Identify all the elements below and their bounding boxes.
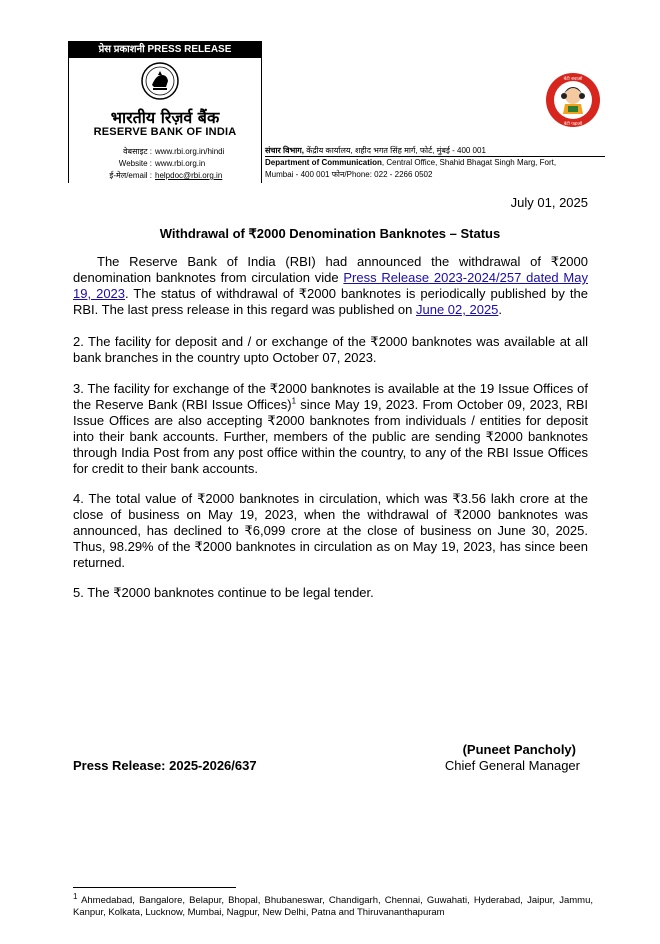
bank-name-hindi: भारतीय रिज़र्व बैंक (110, 108, 220, 127)
website-label: Website : (118, 159, 152, 168)
dept-divider (265, 156, 605, 157)
website-value: www.rbi.org.in (155, 159, 206, 168)
beti-bachao-logo-icon (543, 70, 603, 130)
dept-english-bold: Department of Communication (265, 158, 382, 167)
paragraph-5: 5. The ₹2000 banknotes continue to be legal tender. (73, 585, 374, 600)
paragraph-2: 2. The facility for deposit and / or exchange of the ₹2000 banknotes was available at all bank branches in the country upto October 07, 2023. (73, 334, 588, 365)
website-hindi-label: वेबसाइट : (123, 147, 152, 156)
footnote-ref: 1 (291, 396, 297, 406)
footnote-divider (73, 887, 236, 888)
dept-english-rest: , Central Office, Shahid Bhagat Singh Marg, Fort, (381, 158, 557, 167)
footnote (73, 891, 593, 919)
bank-name-english: RESERVE BANK OF INDIA (93, 126, 237, 138)
p3-text-b: since May 19, 2023. From October 09, 2023, RBI Issue Offices are also accepting ₹2000 banknotes from individuals / entities for deposit into their bank accounts. Further, members of the public are sending ₹2000 banknotes through India Post from any post office within the country, to any of the RBI Issue Offices for credit to their bank accounts. (73, 397, 588, 476)
press-release-link[interactable]: Press Release 2023-2024/257 dated May 19, 2023 (73, 270, 588, 301)
p1-text-a: The Reserve Bank of India (RBI) had announced the withdrawal of ₹2000 denomination banknotes from circulation vide (73, 254, 588, 285)
june-release-link[interactable]: June 02, 2025 (416, 302, 499, 317)
paragraph-4: 4. The total value of ₹2000 banknotes in circulation, which was ₹3.56 lakh crore at the close of business on May 19, 2023, when the withdrawal of ₹2000 banknotes was announced, has declined to ₹6,099 crore at the close of business on June 30, 2025. Thus, 98.29% of the ₹2000 banknotes in circulation as on May 19, 2023, has since been returned. (73, 491, 588, 570)
signatory-designation: Chief General Manager (444, 758, 580, 773)
page-title: Withdrawal of ₹2000 Denomination Banknotes – Status (159, 226, 501, 241)
email-row (80, 170, 260, 182)
dept-hindi-rest: केंद्रीय कार्यालय, शहीद भगत सिंह मार्ग, फोर्ट, मुंबई - 400 001 (304, 146, 486, 155)
website-hindi-row (80, 146, 260, 158)
website-hindi-value: www.rbi.org.in/hindi (155, 147, 225, 156)
p1-text-b: . The status of withdrawal of ₹2000 banknotes is periodically published by the RBI. The last press release in this regard was published on (73, 286, 588, 317)
paragraph-3 (73, 381, 588, 477)
rbi-emblem-icon (140, 61, 180, 101)
dept-hindi-bold: संचार विभाग, (265, 146, 304, 155)
dept-english-line (265, 157, 605, 169)
department-address (265, 145, 605, 181)
website-row (80, 158, 260, 170)
p1-text-c: . (498, 302, 503, 317)
press-release-bar: प्रेस प्रकाशनी PRESS RELEASE (68, 41, 262, 58)
footnote-text: Ahmedabad, Bangalore, Belapur, Bhopal, Bhubaneswar, Chandigarh, Chennai, Guwahati, Hyderabad, Jaipur, Jammu, Kanpur, Kolkata, Lucknow, Mumbai, Nagpur, New Delhi, Patna and Thiruvananthapuram (73, 895, 593, 918)
mascot-top-text: बेटी बचाओ (563, 77, 583, 82)
press-release-number: Press Release: 2025-2026/637 (73, 758, 257, 773)
signatory-name: (Puneet Pancholy) (462, 742, 576, 757)
dept-phone-line: Mumbai - 400 001 फोन/Phone: 022 - 2266 0502 (265, 170, 433, 179)
release-date: July 01, 2025 (510, 195, 588, 210)
contact-links (80, 146, 260, 182)
mascot-bottom-text: बेटी पढ़ाओ (563, 122, 583, 127)
footnote-marker: 1 (73, 891, 78, 901)
email-link[interactable]: helpdoc@rbi.org.in (155, 171, 223, 180)
email-label: ई-मेल/email : (109, 171, 152, 180)
paragraph-1 (73, 254, 588, 318)
p3-text-a: 3. The facility for exchange of the ₹2000 banknotes is available at the 19 Issue Offices of the Reserve Bank (RBI Issue Offices) (73, 381, 588, 412)
